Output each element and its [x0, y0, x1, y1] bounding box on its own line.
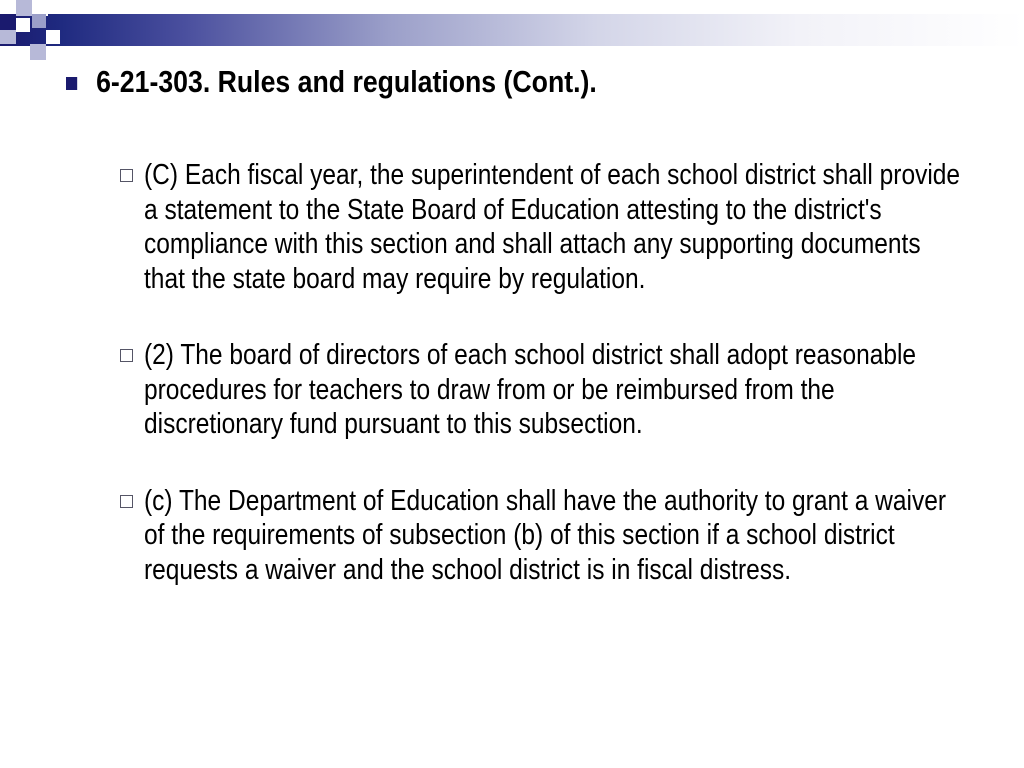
- hollow-square-bullet-icon: [120, 349, 133, 362]
- corner-decoration: [0, 0, 80, 64]
- decoration-square: [0, 30, 16, 44]
- list-item: [120, 484, 960, 588]
- heading-bullet: [66, 62, 840, 102]
- decoration-square: [58, 0, 74, 14]
- decoration-square: [32, 14, 46, 28]
- decoration-square: [0, 14, 16, 30]
- decoration-square: [16, 18, 30, 32]
- square-bullet-icon: [66, 77, 77, 90]
- list-item: [120, 158, 960, 296]
- list-item-text: (c) The Department of Education shall have the authority to grant a waiver of the requirements of subsection (b) of this section if a school district requests a waiver and the school district is in fiscal distress.: [144, 484, 947, 586]
- hollow-square-bullet-icon: [120, 495, 133, 508]
- hollow-square-bullet-icon: [120, 169, 133, 182]
- list-item-text: (C) Each fiscal year, the superintendent of each school district shall provide a statement to the State Board of Education attesting to the district's compliance with this section and shall attach any supporting documents that the state board may require by regulation.: [144, 159, 961, 295]
- decoration-square: [16, 0, 32, 16]
- list-item: [120, 338, 960, 442]
- decoration-square: [46, 30, 60, 44]
- header-gradient-band: [0, 14, 1024, 46]
- list-item-text: (2) The board of directors of each school district shall adopt reasonable procedures for teachers to draw from or be reimbursed from the discretionary fund pursuant to this subsection.: [144, 339, 917, 440]
- slide-content: [66, 62, 966, 586]
- sub-bullet-list: [120, 158, 960, 629]
- slide-heading: 6-21-303. Rules and regulations (Cont.).: [96, 64, 597, 99]
- decoration-square: [30, 44, 46, 60]
